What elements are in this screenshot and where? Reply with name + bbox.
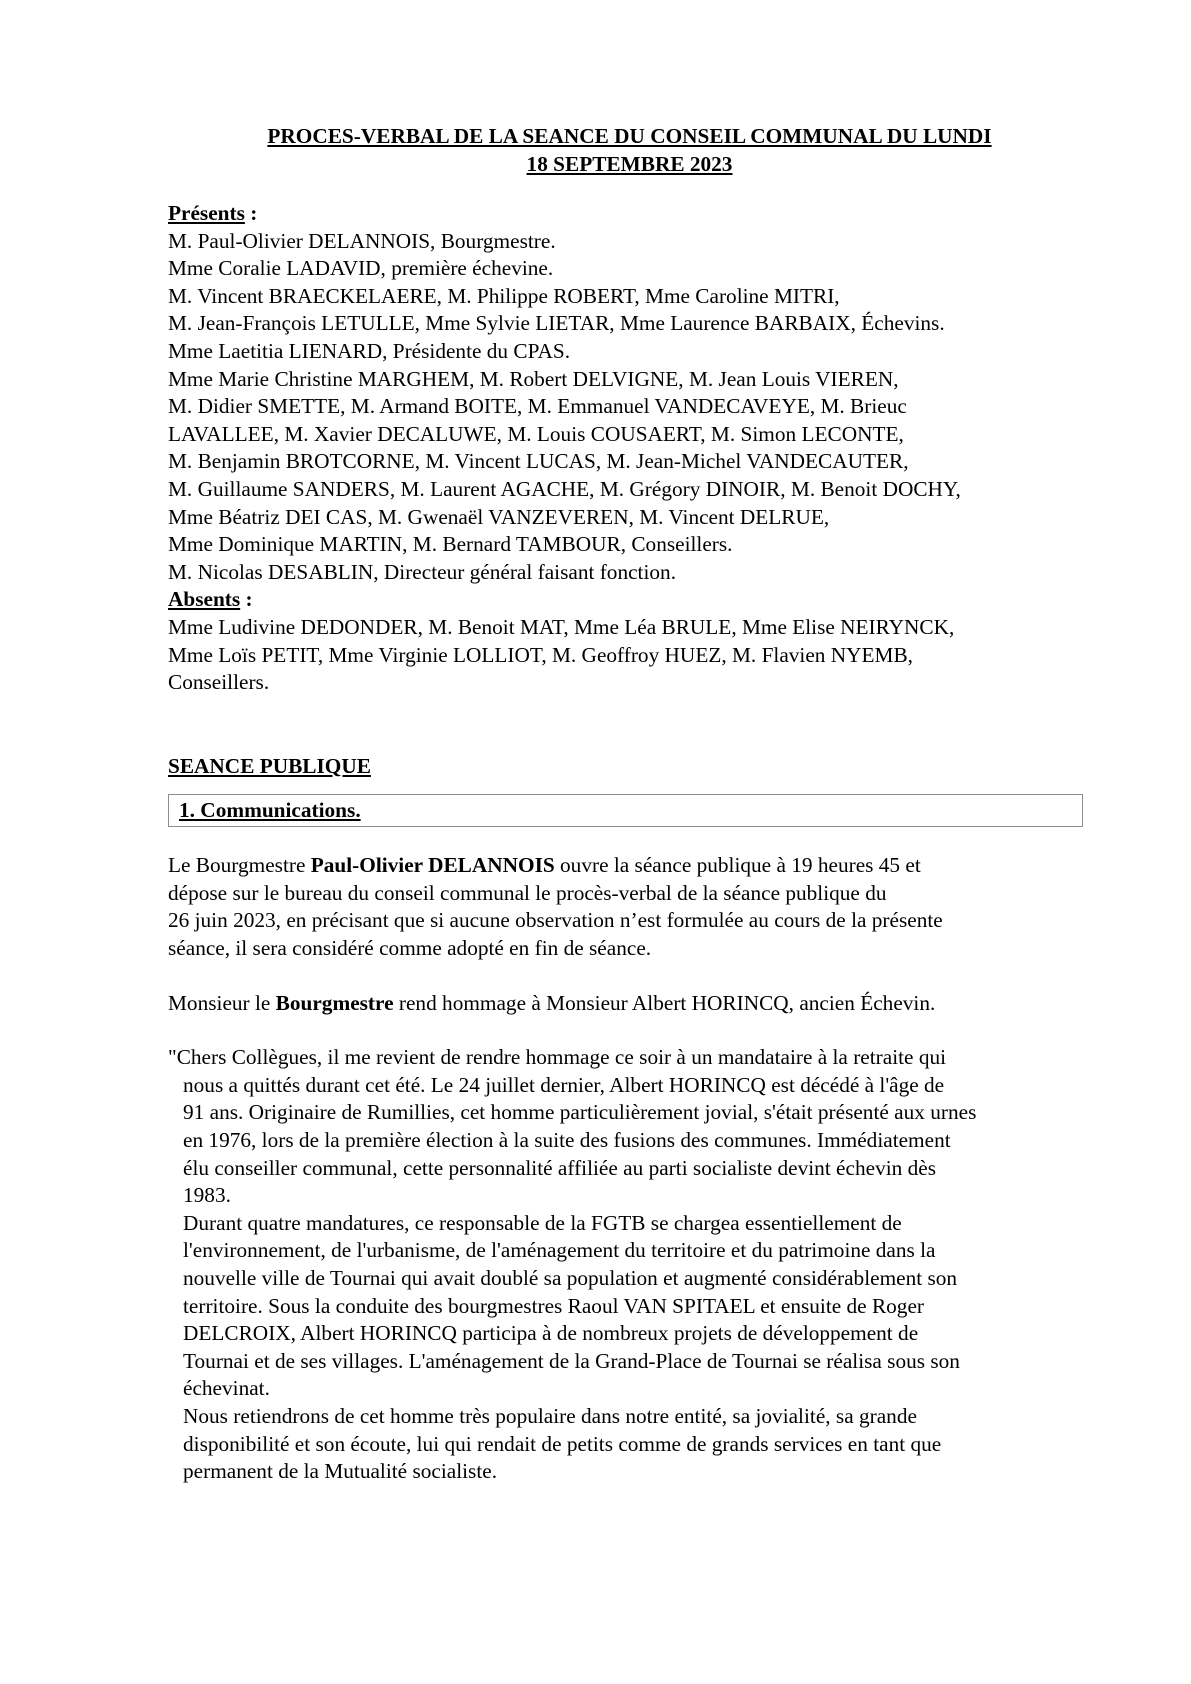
absents-colon: : (240, 587, 253, 612)
text-run: Monsieur le (168, 990, 276, 1015)
presents-line: Mme Dominique MARTIN, M. Bernard TAMBOUR, Conseillers. (168, 532, 733, 557)
absents-line: Mme Ludivine DEDONDER, M. Benoit MAT, Mme Léa BRULE, Mme Elise NEIRYNCK, (168, 614, 955, 639)
quote-line: l'environnement, de l'urbanisme, de l'aménagement du territoire et du patrimoine dans la (183, 1238, 936, 1263)
quote-line: nous a quittés durant cet été. Le 24 juillet dernier, Albert HORINCQ est décédé à l'âge de (183, 1072, 945, 1097)
presents-line: Mme Laetitia LIENARD, Présidente du CPAS. (168, 338, 571, 363)
agenda-item-label: Communications. (194, 798, 361, 823)
tribute-quote (168, 1044, 1081, 1486)
presents-line: M. Benjamin BROTCORNE, M. Vincent LUCAS, M. Jean-Michel VANDECAUTER, (168, 449, 909, 474)
quote-line: Tournai et de ses villages. L'aménagement de la Grand-Place de Tournai se réalisa sous son (183, 1348, 960, 1373)
presents-colon: : (244, 201, 258, 225)
quote-line: DELCROIX, Albert HORINCQ participa à de nombreux projets de développement de (183, 1321, 919, 1346)
presents-section (168, 200, 1081, 586)
quote-line: Nous retiendrons de cet homme très populaire dans notre entité, sa jovialité, sa grande (183, 1403, 917, 1428)
quote-line: échevinat. (183, 1376, 270, 1401)
mayor-name: Paul-Olivier DELANNOIS (310, 853, 555, 878)
presents-heading: Présents (168, 201, 245, 225)
presents-line: Mme Coralie LADAVID, première échevine. (168, 256, 554, 281)
title-line-1: PROCES-VERBAL DE LA SEANCE DU CONSEIL COMMUNAL DU LUNDI (267, 124, 992, 148)
quote-line: 1983. (183, 1183, 231, 1208)
quote-line: 91 ans. Originaire de Rumillies, cet homme particulièrement jovial, s'était présenté aux urnes (183, 1100, 977, 1125)
quote-line: en 1976, lors de la première élection à la suite des fusions des communes. Immédiatement (183, 1128, 951, 1153)
text-run: rend hommage à Monsieur Albert HORINCQ, ancien Échevin. (393, 990, 936, 1015)
document-title (168, 122, 1081, 178)
text-run: Le Bourgmestre (168, 853, 311, 878)
absents-section (168, 586, 1081, 696)
presents-line: M. Jean-François LETULLE, Mme Sylvie LIETAR, Mme Laurence BARBAIX, Échevins. (168, 311, 945, 336)
quote-line: permanent de la Mutualité socialiste. (183, 1459, 498, 1484)
quote-line: nouvelle ville de Tournai qui avait doublé sa population et augmenté considérablement son (183, 1266, 958, 1290)
quote-line: élu conseiller communal, cette personnalité affiliée au parti socialiste devint échevin dès (183, 1155, 936, 1180)
absents-line: Conseillers. (168, 670, 270, 695)
text-run: ouvre la séance publique à 19 heures 45 et (554, 853, 921, 878)
presents-line: Mme Marie Christine MARGHEM, M. Robert DELVIGNE, M. Jean Louis VIEREN, (168, 366, 899, 391)
quote-line: "Chers Collègues, il me revient de rendre hommage ce soir à un mandataire à la retraite qui (168, 1045, 947, 1070)
quote-line: Durant quatre mandatures, ce responsable de la FGTB se chargea essentiellement de (183, 1210, 902, 1235)
paragraph-line (168, 852, 1081, 880)
absents-heading: Absents (168, 587, 241, 612)
presents-line: M. Paul-Olivier DELANNOIS, Bourgmestre. (168, 228, 556, 253)
opening-paragraph (168, 852, 1081, 962)
presents-line: M. Vincent BRAECKELAERE, M. Philippe ROBERT, Mme Caroline MITRI, (168, 283, 840, 308)
quote-line: territoire. Sous la conduite des bourgmestres Raoul VAN SPITAEL et ensuite de Roger (183, 1293, 925, 1318)
mayor-title: Bourgmestre (275, 990, 394, 1015)
paragraph-line: séance, il sera considéré comme adopté en fin de séance. (168, 936, 652, 961)
title-line-2: 18 SEPTEMBRE 2023 (526, 152, 733, 176)
absents-heading-line (168, 586, 1081, 614)
presents-line: M. Guillaume SANDERS, M. Laurent AGACHE, M. Grégory DINOIR, M. Benoit DOCHY, (168, 476, 961, 501)
presents-line: M. Nicolas DESABLIN, Directeur général faisant fonction. (168, 559, 677, 584)
presents-line: M. Didier SMETTE, M. Armand BOITE, M. Emmanuel VANDECAVEYE, M. Brieuc (168, 394, 907, 419)
presents-line: Mme Béatriz DEI CAS, M. Gwenaël VANZEVEREN, M. Vincent DELRUE, (168, 504, 830, 529)
presents-heading-line (168, 200, 1081, 228)
tribute-intro-paragraph (168, 990, 1081, 1018)
agenda-item-number: 1. (179, 798, 195, 823)
presents-line: LAVALLEE, M. Xavier DECALUWE, M. Louis COUSAERT, M. Simon LECONTE, (168, 421, 904, 446)
paragraph-line: dépose sur le bureau du conseil communal le procès-verbal de la séance publique du (168, 880, 887, 905)
seance-publique-heading: SEANCE PUBLIQUE (168, 753, 371, 778)
quote-line: disponibilité et son écoute, lui qui rendait de petits comme de grands services en tant que (183, 1431, 942, 1456)
paragraph-line: 26 juin 2023, en précisant que si aucune observation n’est formulée au cours de la présente (168, 908, 943, 933)
agenda-item-box (168, 794, 1083, 827)
absents-line: Mme Loïs PETIT, Mme Virginie LOLLIOT, M. Geoffroy HUEZ, M. Flavien NYEMB, (168, 642, 914, 667)
